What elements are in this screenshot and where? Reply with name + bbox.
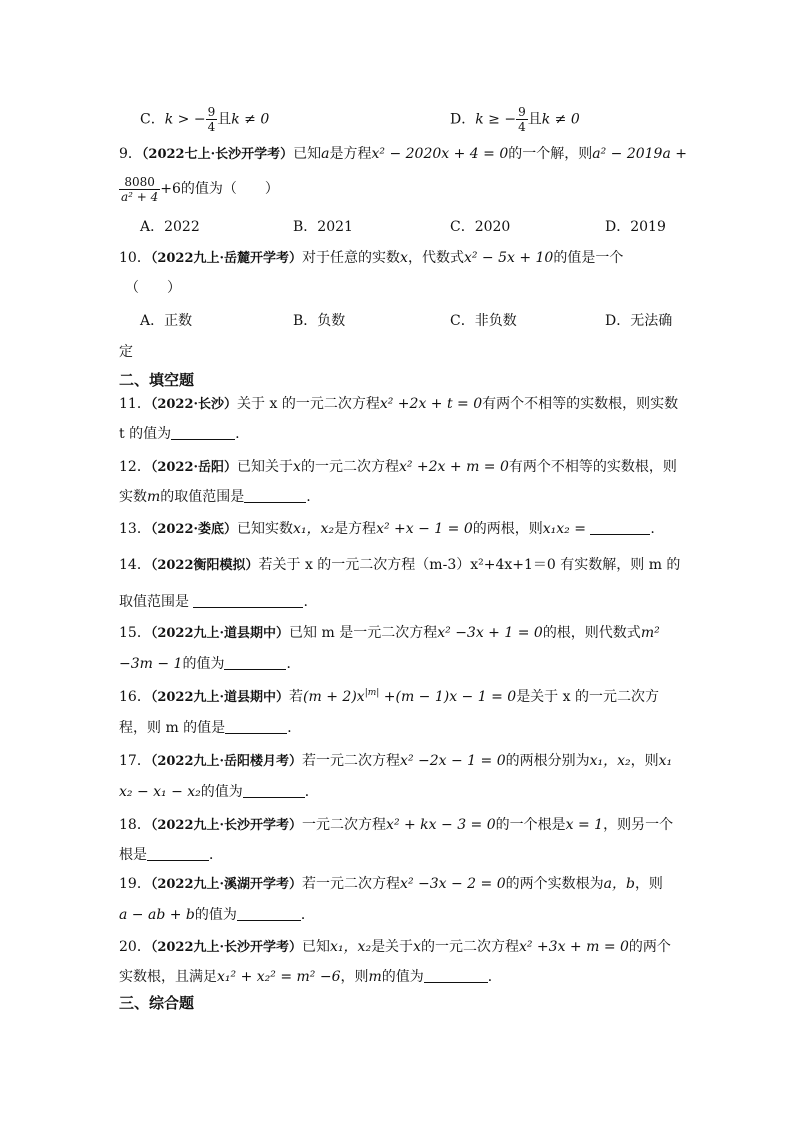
q17-number: 17．: [119, 753, 151, 769]
q10-option-d: D．无法确: [605, 313, 673, 329]
q15-end: ．: [286, 656, 301, 672]
q18-number: 18．: [119, 817, 151, 833]
q19-text: 的值为: [194, 907, 237, 923]
q20-condition: x₁² + x₂² = m² −6: [217, 969, 341, 985]
q9-option-d: D．2019: [605, 219, 666, 235]
q9-var-a: a: [321, 146, 330, 162]
q20-end: ．: [487, 969, 502, 985]
q15-answer-blank[interactable]: [224, 655, 286, 670]
q19-equation: x² −3x − 2 = 0: [400, 876, 506, 892]
q9-option-a: A．2022: [140, 219, 200, 235]
q12-number: 12．: [119, 459, 151, 475]
q18-line1: [119, 816, 673, 835]
q9-equation: x² − 2020x + 4 = 0: [371, 146, 509, 162]
q17-line2: [119, 783, 319, 801]
q13-source: （2022·娄底）: [150, 522, 238, 537]
q9-text: 已知: [293, 146, 322, 162]
q10-text: 对于任意的实数: [302, 250, 401, 266]
q16-source: （2022九上·道县期中）: [150, 690, 290, 705]
q12-end: .: [306, 489, 311, 505]
q8-option-c-math2: k ≠ 0: [231, 111, 270, 128]
q13-equation: x² +x − 1 = 0: [376, 521, 473, 537]
q13-answer-blank[interactable]: [590, 520, 650, 535]
q10-line1: [119, 249, 623, 268]
q15-expression-part2: −3m − 1: [119, 656, 183, 672]
q10-expression: x² − 5x + 10: [463, 250, 554, 266]
q14-line1: [119, 556, 680, 575]
q18-line2: [119, 846, 223, 864]
q16-number: 16．: [119, 689, 151, 705]
q14-number: 14．: [119, 557, 151, 573]
q9-fraction: [119, 176, 160, 203]
q8-option-c-label: C．: [140, 111, 165, 128]
q8-option-c-and: 且: [217, 111, 232, 128]
q19-line1: [119, 875, 663, 894]
q17-text: 的两根分别为: [505, 753, 590, 769]
q9-text: 的一个解，则: [508, 146, 593, 162]
q17-line1: [119, 752, 672, 771]
q17-text: 若一元二次方程: [302, 753, 401, 769]
q14-line2: [119, 593, 308, 611]
q18-text: ，则另一个: [603, 817, 674, 833]
q11-text: t 的值为: [119, 426, 172, 442]
q19-expression: a − ab + b: [119, 907, 195, 923]
q8-option-c-num: 9: [207, 105, 216, 119]
q9-expression: a² − 2019a +: [592, 146, 687, 162]
q12-source: （2022·岳阳）: [150, 460, 238, 475]
q17-roots: x₁，x₂: [589, 753, 631, 769]
q12-text: 的取值范围是: [160, 489, 245, 505]
q15-line1: [119, 624, 660, 643]
q15-source: （2022九上·道县期中）: [150, 626, 290, 641]
q17-expression-part2: x₂ − x₁ − x₂: [119, 784, 201, 800]
q16-text: 程，则 m 的值是: [119, 720, 226, 736]
q17-end: ．: [304, 784, 319, 800]
q8-option-d-fraction: [516, 106, 528, 133]
q11-equation: x² +2x + t = 0: [379, 396, 483, 412]
q20-equation: x² +3x + m = 0: [518, 939, 629, 955]
q12-text: 有两个不相等的实数根，则: [508, 459, 677, 475]
q11-line2: [119, 425, 240, 443]
q11-source: （2022·长沙）: [150, 397, 238, 412]
q13-roots: x₁，x₂: [293, 521, 335, 537]
q12-line1: [119, 458, 677, 477]
q17-text: ，则: [630, 753, 659, 769]
q13-end: .: [650, 521, 655, 537]
q12-answer-blank[interactable]: [244, 488, 306, 503]
q14-text: 若关于 x 的一元二次方程（m-3）x²+4x+1＝0 有实数解，则 m 的: [258, 557, 681, 573]
q8-option-c-math: k > −: [164, 111, 206, 128]
q9-source: （2022七上·长沙开学考）: [141, 147, 294, 162]
q8-option-d-math2: k ≠ 0: [541, 111, 580, 128]
q9-option-c: C．2020: [450, 219, 511, 235]
q14-source: （2022衡阳模拟）: [150, 558, 259, 573]
q8-option-c-den: 4: [207, 120, 216, 134]
q8-option-d-num: 9: [518, 105, 526, 119]
q9-text: +6的值为（ ）: [160, 181, 279, 197]
q10-number: 10．: [119, 250, 151, 266]
q20-line1: [119, 938, 671, 957]
q8-option-d: [450, 106, 580, 133]
q15-text: 的根，则代数式: [542, 625, 641, 641]
q20-text: 的一元二次方程: [420, 939, 519, 955]
q15-equation: x² −3x + 1 = 0: [437, 625, 543, 641]
section-fill-in-heading: 二、填空题: [119, 371, 195, 389]
q12-equation: x² +2x + m = 0: [398, 459, 509, 475]
q20-text: 已知: [302, 939, 331, 955]
q20-text: 的值为: [381, 969, 424, 985]
q20-text: 是关于: [371, 939, 414, 955]
q17-equation: x² −2x − 1 = 0: [400, 753, 506, 769]
q8-option-d-and: 且: [527, 111, 542, 128]
q10-paren: （ ）: [125, 280, 181, 296]
q18-end: ．: [209, 847, 223, 863]
q12-text: 实数: [119, 489, 147, 505]
q10-option-a: A．正数: [140, 313, 193, 329]
q17-answer-blank[interactable]: [243, 783, 305, 798]
q18-text: 一元二次方程: [302, 817, 387, 833]
q18-text: 根是: [119, 847, 147, 863]
q16-end: ．: [287, 720, 302, 736]
q19-answer-blank[interactable]: [237, 906, 301, 921]
section-comprehensive-heading: 三、综合题: [119, 994, 195, 1012]
q14-text: 取值范围是: [119, 594, 189, 610]
q9-frac-num: 8080: [119, 176, 160, 190]
q20-text: 实数根，且满足: [119, 969, 217, 985]
q15-number: 15．: [119, 625, 151, 641]
q12-text: 的一元二次方程: [300, 459, 399, 475]
q10-source: （2022九上·岳麓开学考）: [150, 251, 303, 266]
q8-option-d-den: 4: [518, 120, 526, 134]
q20-answer-blank[interactable]: [424, 968, 488, 983]
q10-option-d-wrap: 定: [119, 344, 133, 360]
q16-equation-part2: +(m − 1)x − 1 = 0: [379, 689, 517, 705]
q9-text: 是方程: [329, 146, 372, 162]
q16-line1: [119, 688, 659, 707]
q12-var-x: x: [293, 459, 301, 475]
q20-roots: x₁，x₂: [330, 939, 372, 955]
q13-product: x₁x₂ =: [542, 521, 586, 537]
q16-line2: [119, 719, 301, 737]
q19-roots: a，b: [603, 876, 635, 892]
q18-equation: x² + kx − 3 = 0: [386, 817, 496, 833]
q19-line2: [119, 906, 315, 924]
q8-option-c: [140, 106, 269, 133]
q15-expression-part1: m²: [640, 625, 660, 641]
q13-number: 13．: [119, 521, 151, 537]
q10-text: ，代数式: [407, 250, 464, 266]
q18-source: （2022九上·长沙开学考）: [150, 818, 303, 833]
q8-option-d-label: D．: [450, 111, 476, 128]
q20-source: （2022九上·长沙开学考）: [150, 940, 303, 955]
q15-text: 的值为: [182, 656, 225, 672]
q12-text: 已知关于: [237, 459, 294, 475]
q17-expression-part1: x₁: [658, 753, 673, 769]
q17-text: 的值为: [200, 784, 243, 800]
q9-line2: [119, 172, 279, 206]
q11-text: 有两个不相等的实数根，则实数: [482, 396, 679, 412]
q10-text: 的值是一个: [553, 250, 624, 266]
q9-number: 9．: [119, 146, 142, 162]
q19-end: ．: [300, 907, 315, 923]
q8-option-c-fraction: [206, 106, 218, 133]
q11-line1: [119, 395, 678, 414]
q11-answer-blank[interactable]: [171, 425, 235, 440]
q18-root: x = 1: [565, 817, 604, 833]
q13-text: 是方程: [334, 521, 377, 537]
q11-end: .: [235, 426, 240, 442]
q20-text: 的两个: [628, 939, 671, 955]
q19-source: （2022九上·溪湖开学考）: [150, 877, 303, 892]
q8-option-d-math: k ≥ −: [475, 111, 517, 128]
q20-line2: [119, 968, 502, 986]
q20-text: ，则: [340, 969, 369, 985]
q13-text: 已知实数: [237, 521, 294, 537]
q9-option-b: B．2021: [293, 219, 353, 235]
q13-text: 的两根，则: [472, 521, 543, 537]
q13-line1: [119, 520, 655, 539]
q10-option-b: B．负数: [293, 313, 346, 329]
q16-equation-part1: (m + 2)x: [303, 689, 365, 705]
q20-var-x: x: [413, 939, 421, 955]
q10-option-c: C．非负数: [450, 313, 517, 329]
q19-text: ，则: [634, 876, 663, 892]
q16-answer-blank[interactable]: [225, 719, 287, 734]
q9-frac-den: a² + 4: [121, 189, 159, 204]
q19-text: 的两个实数根为: [505, 876, 604, 892]
q14-end: .: [303, 594, 308, 610]
q11-text: 关于 x 的一元二次方程: [237, 396, 380, 412]
q9-line1: [119, 145, 687, 164]
q16-text: 若: [289, 689, 304, 705]
q14-answer-blank[interactable]: [193, 593, 303, 608]
q12-var-m: m: [147, 489, 161, 505]
q20-var-m: m: [368, 969, 382, 985]
q18-answer-blank[interactable]: [147, 846, 209, 861]
q15-line2: [119, 655, 300, 673]
q19-text: 若一元二次方程: [302, 876, 401, 892]
q16-text: 是关于 x 的一元二次方: [516, 689, 659, 705]
q10-var-x: x: [400, 250, 408, 266]
q20-number: 20．: [119, 939, 151, 955]
q12-line2: [119, 488, 311, 506]
q15-text: 已知 m 是一元二次方程: [289, 625, 438, 641]
q18-text: 的一个根是: [495, 817, 566, 833]
q17-source: （2022九上·岳阳楼月考）: [150, 754, 303, 769]
q11-number: 11．: [119, 396, 151, 412]
q19-number: 19．: [119, 876, 151, 892]
q16-exponent: |m|: [364, 688, 380, 698]
